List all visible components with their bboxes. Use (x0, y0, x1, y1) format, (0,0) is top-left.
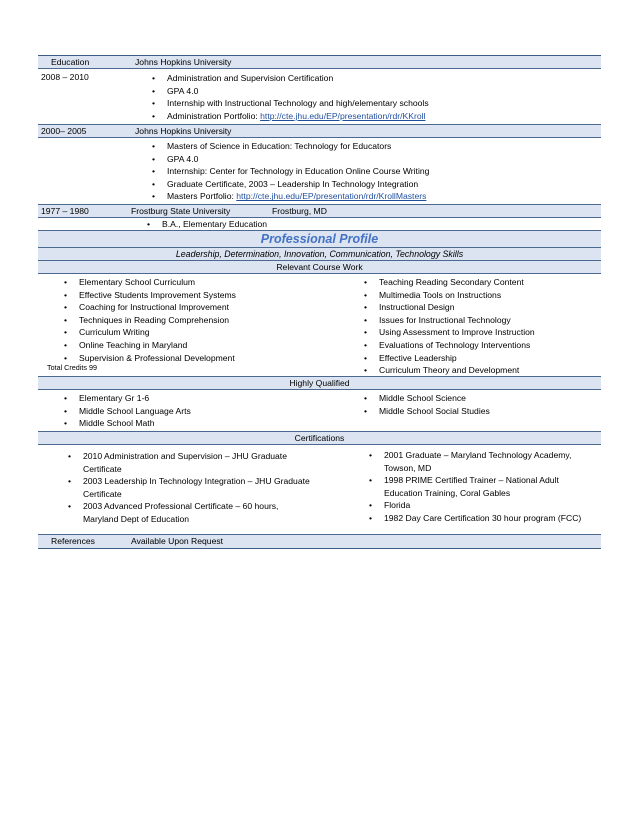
certifications-heading: Certifications (294, 433, 345, 443)
list-item: • Supervision & Professional Development (64, 352, 235, 363)
profile-title: Professional Profile (260, 232, 379, 246)
school-name: Frostburg State University (131, 206, 231, 216)
date-range: 2000– 2005 (41, 126, 87, 136)
list-item: • Masters Portfolio: http://cte.jhu.edu/EP/presentation/rdr/KrollMasters (152, 191, 427, 202)
portfolio-link[interactable]: http://cte.jhu.edu/EP/presentation/rdr/KrollMasters (236, 191, 427, 202)
list-item: • Middle School Math (64, 418, 155, 429)
certifications-heading-row (38, 432, 601, 445)
list-item: • Online Teaching in Maryland (64, 339, 188, 350)
education-details-list (152, 72, 429, 122)
education-header-row (38, 56, 601, 69)
education-header-row-2000 (38, 125, 601, 138)
list-item: • Middle School Social Studies (364, 405, 490, 416)
list-item: • Teaching Reading Secondary Content (364, 277, 524, 287)
list-item: • Coaching for Instructional Improvement (64, 302, 229, 313)
list-item: • Curriculum Theory and Development (364, 365, 520, 376)
education-entry-1977 (38, 218, 601, 231)
certifications-right-list (369, 449, 599, 525)
list-item: • Issues for Instructional Technology (364, 314, 511, 325)
total-credits: Total Credits 99 (47, 363, 97, 372)
list-item: • Curriculum Writing (64, 327, 150, 338)
list-item: • Internship: Center for Technology in Education Online Course Writing (152, 166, 430, 177)
list-item: • B.A., Elementary Education (147, 219, 268, 229)
coursework-row (38, 274, 601, 377)
education-label: Education (51, 57, 90, 67)
list-item: • Internship with Instructional Technology and high/elementary schools (152, 98, 429, 109)
coursework-heading-row (38, 261, 601, 274)
references-value: Available Upon Request (131, 536, 224, 546)
list-item: • Middle School Science (364, 393, 466, 403)
list-item: • Multimedia Tools on Instructions (364, 289, 502, 300)
school-location: Frostburg, MD (272, 206, 327, 216)
resume-table (38, 55, 601, 549)
list-item: • Techniques in Reading Comprehension (64, 314, 230, 325)
list-item: • 1998 PRIME Certified Trainer – National Adult Education Training, Coral Gables (369, 475, 559, 498)
education-details-list (147, 218, 268, 231)
profile-title-row (38, 231, 601, 248)
references-label: References (51, 536, 95, 546)
list-item: • GPA 4.0 (152, 153, 199, 164)
list-item: • Effective Students Improvement Systems (64, 289, 236, 300)
education-details-list (152, 140, 430, 203)
list-item: • Administration Portfolio: http://cte.jhu.edu/EP/presentation/rdr/KKroll (152, 110, 426, 121)
list-item: • Florida (369, 500, 411, 511)
education-entry-2008 (38, 69, 601, 125)
date-range: 1977 – 1980 (41, 206, 89, 216)
list-item: • 2001 Graduate – Maryland Technology Academy, Towson, MD (369, 450, 572, 473)
list-item: • 2003 Leadership In Technology Integration – JHU Graduate Certificate (68, 476, 310, 499)
qualified-heading: Highly Qualified (289, 378, 350, 388)
list-item: • Graduate Certificate, 2003 – Leadership In Technology Integration (152, 178, 419, 189)
list-item: • Evaluations of Technology Interventions (364, 339, 531, 350)
school-name: Johns Hopkins University (135, 126, 232, 136)
education-entry-2000 (38, 138, 601, 205)
list-item: • Administration and Supervision Certification (152, 73, 334, 83)
qualified-row (38, 390, 601, 432)
qualified-left-list (64, 392, 191, 430)
list-item: • Elementary Gr 1-6 (64, 393, 150, 403)
coursework-left-list (64, 276, 236, 364)
list-item: • 2010 Administration and Supervision – JHU Graduate Certificate (68, 451, 287, 474)
list-item: • 1982 Day Care Certification 30 hour program (FCC) (369, 512, 582, 523)
list-item: • Effective Leadership (364, 352, 457, 363)
list-item: • 2003 Advanced Professional Certificate – 60 hours, Maryland Dept of Education (68, 501, 279, 524)
qualified-right-list (364, 392, 490, 417)
portfolio-link[interactable]: http://cte.jhu.edu/EP/presentation/rdr/KKroll (260, 110, 426, 121)
date-range: 2008 – 2010 (41, 72, 89, 82)
education-header-row-1977 (38, 205, 601, 218)
list-item: • GPA 4.0 (152, 85, 199, 96)
profile-subtitle-row (38, 248, 601, 261)
references-row (38, 535, 601, 548)
coursework-right-list (364, 276, 535, 377)
list-item: • Elementary School Curriculum (64, 277, 196, 287)
list-item: • Middle School Language Arts (64, 405, 191, 416)
list-item: • Masters of Science in Education: Technology for Educators (152, 141, 392, 151)
list-item: • Using Assessment to Improve Instruction (364, 327, 535, 338)
school-name: Johns Hopkins University (135, 57, 232, 67)
list-item: • Instructional Design (364, 302, 455, 313)
certifications-left-list (68, 450, 313, 526)
coursework-heading: Relevant Course Work (276, 262, 363, 272)
certifications-row (38, 445, 601, 535)
qualified-heading-row (38, 377, 601, 390)
profile-subtitle: Leadership, Determination, Innovation, Communication, Technology Skills (175, 249, 464, 259)
